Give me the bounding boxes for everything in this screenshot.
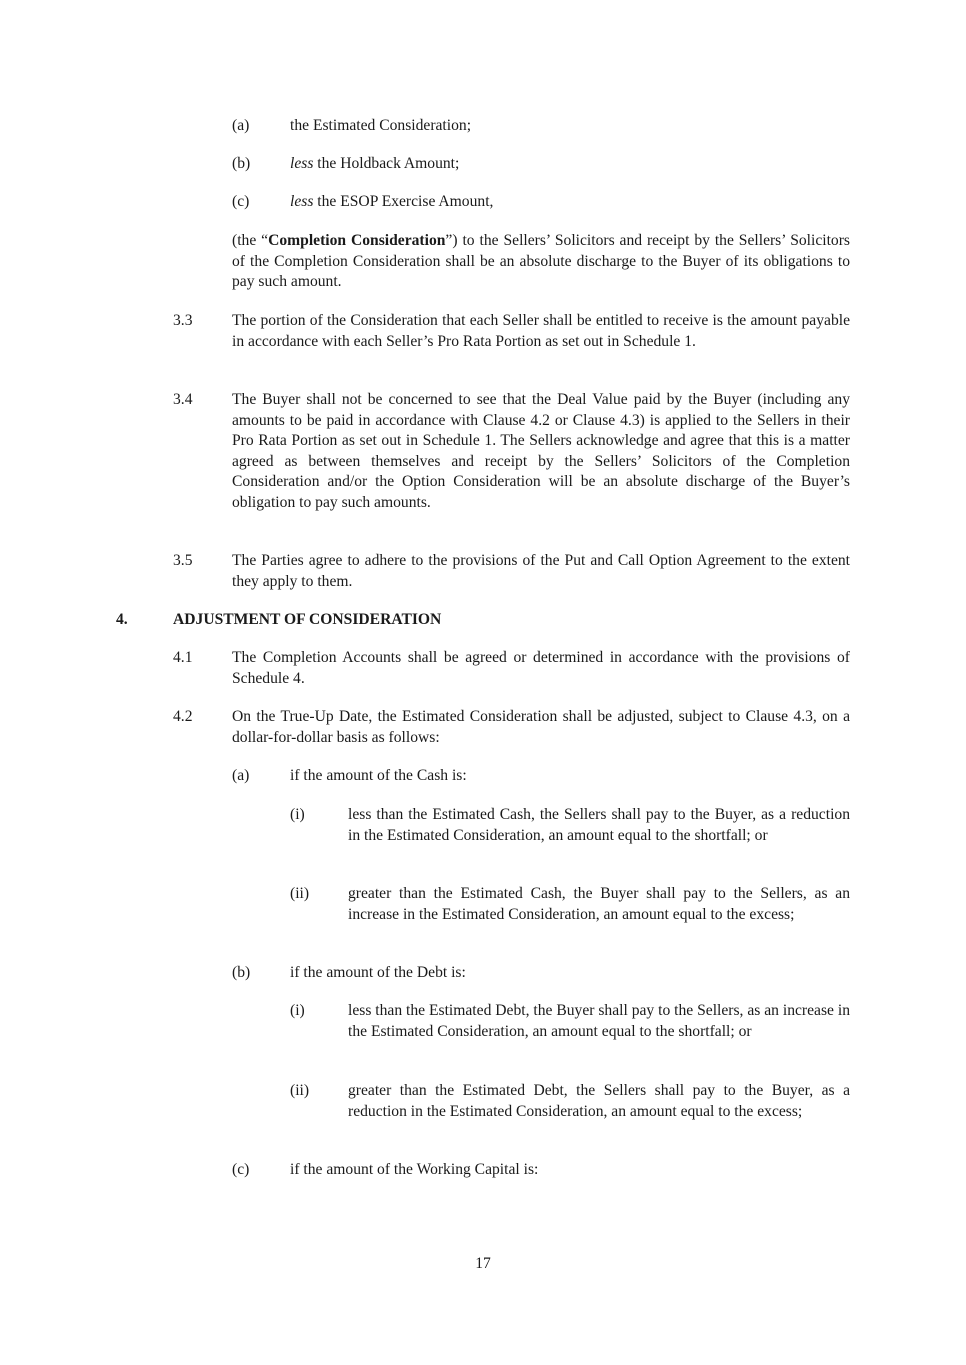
section-title: ADJUSTMENT OF CONSIDERATION <box>173 611 442 628</box>
section-number: 4. <box>116 611 128 628</box>
clause-4-1-text: The Completion Accounts shall be agreed or determined in accordance with the provisions of Schedule 4. <box>232 649 850 687</box>
sub-label: (c) <box>232 1161 250 1178</box>
sub-c-text: if the amount of the Working Capital is: <box>290 1161 539 1178</box>
clause-number: 3.3 <box>173 312 193 329</box>
item-text: the Estimated Consideration; <box>290 117 472 134</box>
clause-4-2-text: On the True-Up Date, the Estimated Consideration shall be adjusted, subject to Clause 4.3, on a dollar-for-dollar basis as follows: <box>232 708 850 746</box>
sub-label: (b) <box>232 964 251 981</box>
page-number: 17 <box>475 1255 491 1272</box>
sub-b-ii-text: greater than the Estimated Debt, the Sellers shall pay to the Buyer, as a reduction in the Estimated Consideration, an amount equal to the excess; <box>348 1082 850 1120</box>
italic-less: less <box>290 193 314 210</box>
item-text-rest: the Holdback Amount; <box>313 155 460 172</box>
sub-a-ii-text: greater than the Estimated Cash, the Buyer shall pay to the Sellers, as an increase in the Estimated Consideration, an amount equal to the excess; <box>348 885 850 923</box>
roman-label: (i) <box>290 1002 305 1019</box>
defined-term: Completion Consideration <box>268 232 446 249</box>
para-post: ”) to the Sellers’ Solicitors and receipt by the Sellers’ Solicitors of the Completion Consideration shall be an absolute discharge to the Buyer of its obligations to pay such amount. <box>232 232 850 290</box>
roman-label: (ii) <box>290 1082 310 1099</box>
clause-3-5-text: The Parties agree to adhere to the provisions of the Put and Call Option Agreement to the extent they apply to them. <box>232 552 850 590</box>
sub-label: (a) <box>232 767 250 784</box>
item-label: (b) <box>232 155 251 172</box>
roman-label: (i) <box>290 806 305 823</box>
item-label: (c) <box>232 193 250 210</box>
roman-label: (ii) <box>290 885 310 902</box>
sub-b-text: if the amount of the Debt is: <box>290 964 466 981</box>
item-text <box>290 154 850 175</box>
italic-less: less <box>290 155 314 172</box>
item-text <box>290 192 850 213</box>
sub-a-text: if the amount of the Cash is: <box>290 767 467 784</box>
sub-b-i-text: less than the Estimated Debt, the Buyer shall pay to the Sellers, as an increase in the Estimated Consideration, an amount equal to the shortfall; or <box>348 1002 850 1040</box>
clause-number: 3.5 <box>173 552 193 569</box>
para-pre: (the “ <box>232 232 269 249</box>
completion-consideration-paragraph <box>232 231 850 293</box>
clause-3-3-text: The portion of the Consideration that each Seller shall be entitled to receive is the amount payable in accordance with each Seller’s Pro Rata Portion as set out in Schedule 1. <box>232 312 850 350</box>
item-label: (a) <box>232 117 250 134</box>
sub-a-i-text: less than the Estimated Cash, the Sellers shall pay to the Buyer, as a reduction in the Estimated Consideration, an amount equal to the shortfall; or <box>348 806 850 844</box>
clause-number: 4.2 <box>173 708 193 725</box>
item-text-rest: the ESOP Exercise Amount, <box>313 193 494 210</box>
clause-number: 3.4 <box>173 391 193 408</box>
clause-number: 4.1 <box>173 649 193 666</box>
clause-3-4-text: The Buyer shall not be concerned to see that the Deal Value paid by the Buyer (including any amounts to be paid in accordance with Clause 4.2 or Clause 4.3) is applied to the Sellers in their Pro Rata Portion as set out in Schedule 1. The Sellers acknowledge and agree that this is a matter agreed as between themselves and receipt by the Sellers’ Solicitors of the Completion Consideration and/or the Option Consideration will be an absolute discharge of the Buyer’s obligation to pay such amounts. <box>232 391 850 511</box>
